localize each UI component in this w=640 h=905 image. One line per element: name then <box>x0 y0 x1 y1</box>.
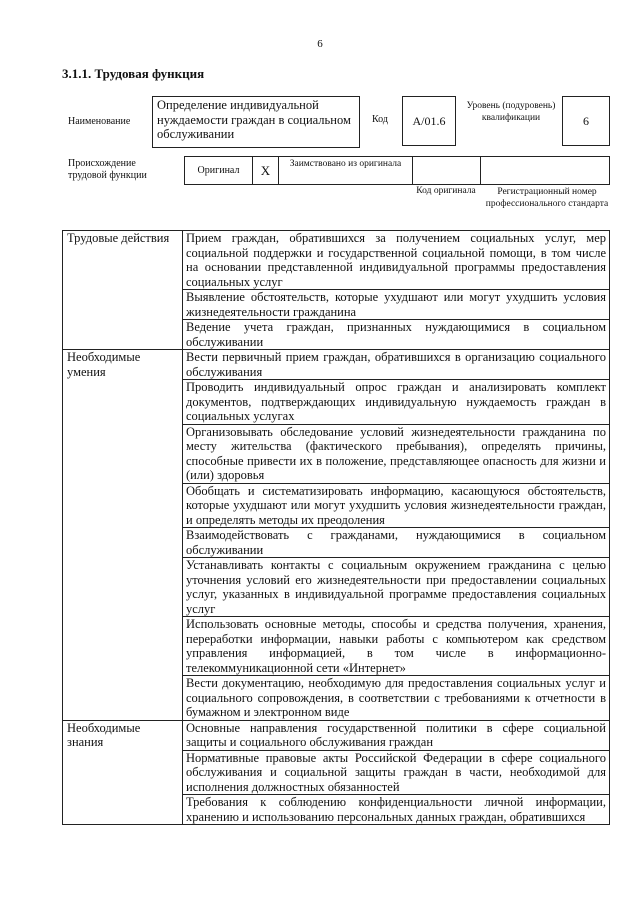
row-category: Необходимые умения <box>63 350 183 721</box>
function-table <box>62 230 610 825</box>
origin-row <box>184 156 610 185</box>
level-label: Уровень (подуровень) квалификации <box>466 101 556 123</box>
section-title: 3.1.1. Трудовая функция <box>62 66 205 81</box>
origin-original-cell: Оригинал <box>185 157 253 184</box>
function-name-box: Определение индивидуальной нуждаемости граждан в социальном обслуживании <box>152 96 360 148</box>
row-text: Организовывать обследование условий жизнедеятельности гражданина по месту жительства (фактического пребывания), определять причины, способные привести их в положение, представляющее опасность для жизни и (или) здоровья <box>183 424 610 483</box>
code-label: Код <box>372 114 388 125</box>
row-text: Ведение учета граждан, признанных нуждающимися в социальном обслуживании <box>183 320 610 350</box>
row-text: Устанавливать контакты с социальным окружением гражданина с целью уточнения условий его жизнедеятельности при предоставлении социальных услуг, указанных в индивидуальной программе предоставления социальных услуг <box>183 558 610 617</box>
row-text: Выявление обстоятельств, которые ухудшают или могут ухудшить условия жизнедеятельности гражданина <box>183 290 610 320</box>
row-text: Использовать основные методы, способы и средства получения, хранения, переработки информации, навыки работы с компьютером как средством управления информацией, в том числе в информационно-телекоммуникационной сети «Интернет» <box>183 617 610 676</box>
level-box: 6 <box>562 96 610 146</box>
origin-borrowed-cell: Заимствовано из оригинала <box>279 157 413 184</box>
origin-mark-cell: X <box>253 157 279 184</box>
origin-label-text: Происхождение трудовой функции <box>68 158 147 181</box>
page-number: 6 <box>317 38 323 50</box>
row-text: Нормативные правовые акты Российской Федерации в сфере социального обслуживания и социальной защиты граждан в части, необходимой для исполнения должностных обязанностей <box>183 750 610 795</box>
row-text: Основные направления государственной политики в сфере социальной защиты и социального обслуживания граждан <box>183 720 610 750</box>
row-text: Проводить индивидуальный опрос граждан и анализировать комплект документов, подтверждающих индивидуальную нуждаемость граждан в социальных услугах <box>183 380 610 425</box>
row-text: Обобщать и систематизировать информацию, касающуюся обстоятельств, которые ухудшают или могут ухудшить условия жизнедеятельности граждан, и определять методы их преодоления <box>183 483 610 528</box>
origin-code-cell <box>413 157 481 184</box>
reg-number-caption: Регистрационный номер профессионального стандарта <box>485 187 609 209</box>
name-label: Наименование <box>68 116 131 127</box>
table-row <box>63 231 610 290</box>
row-text: Прием граждан, обратившихся за получением социальных услуг, мер социальной поддержки и государственной социальной помощи, в том числе на основании представленной индивидуальной программы предоставления социальных услуг <box>183 231 610 290</box>
table-row <box>63 350 610 380</box>
row-text: Вести первичный прием граждан, обратившихся в организацию социального обслуживания <box>183 350 610 380</box>
original-code-caption: Код оригинала <box>416 186 476 196</box>
origin-label <box>68 158 148 182</box>
row-text: Требования к соблюдению конфиденциальности личной информации, хранению и использованию персональных данных граждан, обратившихся <box>183 795 610 825</box>
function-table-body <box>63 231 610 825</box>
row-text: Вести документацию, необходимую для предоставления социальных услуг и социального сопровождения, в соответствии с требованиями к отчетности в бумажном и электронном виде <box>183 676 610 721</box>
row-category: Необходимые знания <box>63 720 183 825</box>
row-category: Трудовые действия <box>63 231 183 350</box>
table-row <box>63 720 610 750</box>
origin-reg-cell <box>481 157 611 184</box>
row-text: Взаимодействовать с гражданами, нуждающимися в социальном обслуживании <box>183 528 610 558</box>
code-box: A/01.6 <box>402 96 456 146</box>
